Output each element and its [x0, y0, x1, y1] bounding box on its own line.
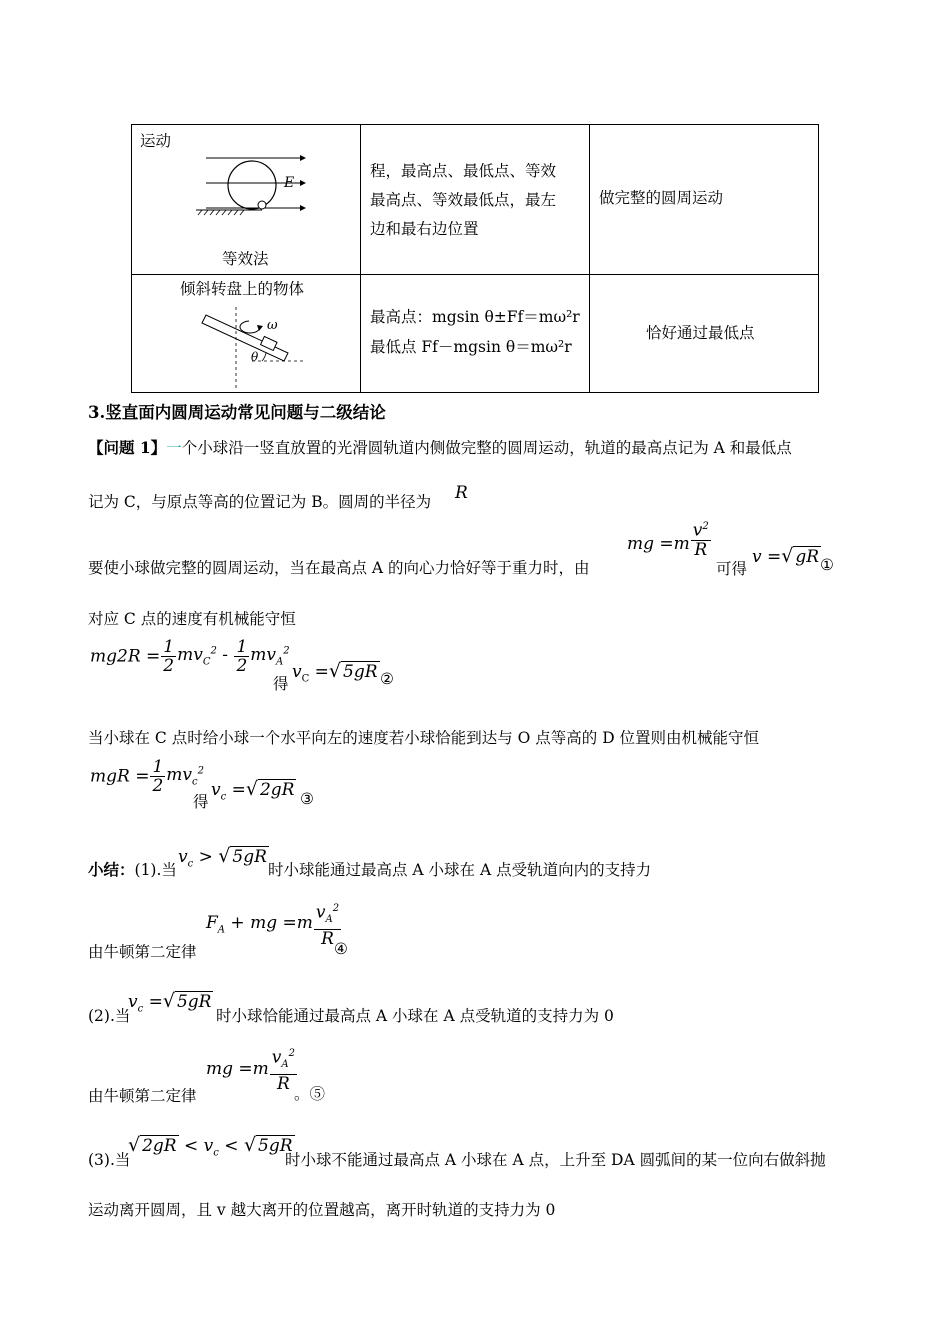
bottom-point-equation: 最低点 Ff－mgsin θ＝mω²r — [370, 338, 572, 356]
table-cell-r2c1 — [132, 275, 361, 393]
item2-prefix: (2).当 — [88, 1007, 131, 1025]
cell-text-motion: 运动 — [140, 132, 172, 150]
table-cell-r2c2 — [361, 275, 590, 393]
table-cell-r1c1 — [132, 125, 361, 275]
item1-prefix: (1).当 — [134, 861, 177, 879]
item1-text: 时小球能通过最高点 A 小球在 A 点受轨道向内的支持力 — [268, 861, 652, 879]
circled-4: ④ — [334, 940, 348, 958]
circled-5: 。⑤ — [294, 1085, 326, 1103]
field-e-label: E — [284, 175, 295, 191]
tilted-disk-diagram — [194, 301, 314, 389]
line-d-intro: 当小球在 C 点时给小球一个水平向左的速度若小球恰能到达与 O 点等高的 D 位置则由机械能守恒 — [88, 729, 760, 747]
table-cell-r2c3 — [590, 275, 819, 393]
summary-item1-prefix — [88, 858, 177, 880]
ke-de: 可得 — [716, 560, 748, 578]
problem1-label: 【问题 1】 — [88, 438, 167, 457]
comparison-table — [131, 124, 819, 393]
item3-text2: 运动离开圆周，且 v 越大离开的位置越高，离开时轨道的支持力为 0 — [88, 1201, 556, 1219]
eq-vc-eq-sqrt-5gr: $v_c$ =√ 5gR — [128, 990, 212, 1015]
cell-caption-equivalent-method: 等效法 — [222, 250, 269, 268]
item3-prefix: (3).当 — [88, 1151, 131, 1169]
circled-1: ① — [820, 556, 834, 574]
cell-text-positions — [370, 157, 556, 244]
problem1-line1 — [88, 436, 792, 458]
problem1-text2: 记为 C，与原点等高的位置记为 B。圆周的半径为 — [88, 493, 432, 511]
problem1-line2 — [88, 490, 431, 512]
item3-text: 时小球不能通过最高点 A 小球在 A 点，上升至 DA 圆弧间的某一位向右做斜抛 — [285, 1151, 826, 1169]
eq-vc-gt-sqrt-5gr: $v_c$ > √ 5gR — [178, 845, 267, 870]
positions-line-2: 最高点、等效最低点，最左 — [370, 191, 557, 209]
eq-fa-plus-mg: $F_A$ + mg =m $\frac{v_A^2}{R}$ — [206, 900, 342, 948]
radius-symbol: R — [455, 483, 468, 503]
positions-line-1: 程，最高点、最低点、等效 — [370, 162, 557, 180]
eq-mg-mv2-r: mg =m $\frac{v^2}{R}$ — [627, 518, 712, 559]
item2-text: 时小球恰能通过最高点 A 小球在 A 点受轨道的支持力为 0 — [216, 1007, 614, 1025]
table-cell-r1c3 — [590, 125, 819, 275]
de-d: 得 — [193, 793, 209, 811]
line-a-text: 要使小球做完整的圆周运动，当在最高点 A 的向心力恰好等于重力时，由 — [88, 559, 590, 577]
cell-text-pass-lowest: 恰好通过最低点 — [646, 324, 755, 342]
cell-title-tilted-disk: 倾斜转盘上的物体 — [180, 280, 305, 298]
top-point-equation: 最高点：mgsin θ±Ff＝mω²r — [370, 308, 580, 326]
eq-mg2r-energy: mg2R = $\frac{1}{2}$ $mv_C^2$ - $\frac{1}{2}$ $mv_A^2$ — [90, 637, 290, 676]
eq-v-sqrt-gr: v =√ gR — [752, 545, 820, 567]
line-c-intro: 对应 C 点的速度有机械能守恒 — [88, 610, 296, 628]
eq-vc-sqrt-5gr: $v_C$ =√ 5gR — [292, 660, 378, 685]
circled-3: ③ — [300, 790, 314, 808]
omega-label: ω — [267, 318, 278, 333]
circled-2: ② — [380, 670, 394, 688]
summary-label: 小结： — [88, 860, 135, 879]
eq-vc-sqrt-2gr: $v_c$ =√ 2gR — [211, 778, 295, 803]
table-cell-r1c2 — [361, 125, 590, 275]
positions-line-3: 边和最右边位置 — [370, 220, 479, 238]
newton-law-2: 由牛顿第二定律 — [88, 1087, 197, 1105]
problem1-text1: 个小球沿一竖直放置的光滑圆轨道内侧做完整的圆周运动，轨道的最高点记为 A 和最低点 — [181, 439, 792, 457]
eq-range-2gr-5gr: √ $2gR < v_c$ < √ 5gR — [128, 1134, 293, 1159]
newton-law-1: 由牛顿第二定律 — [88, 943, 197, 961]
problem1-dash: 一 — [166, 439, 182, 457]
de-c: 得 — [273, 675, 289, 693]
eq-mg-eq-mva2: mg =m $\frac{v_A^2}{R}$ — [206, 1045, 298, 1093]
theta-label: θ — [251, 350, 259, 364]
eq-mgr-energy: mgR = $\frac{1}{2}$ $mv_c^2$ — [90, 757, 204, 796]
section-heading: 3.竖直面内圆周运动常见问题与二级结论 — [88, 403, 386, 422]
cell-text-complete-circle: 做完整的圆周运动 — [599, 189, 724, 207]
